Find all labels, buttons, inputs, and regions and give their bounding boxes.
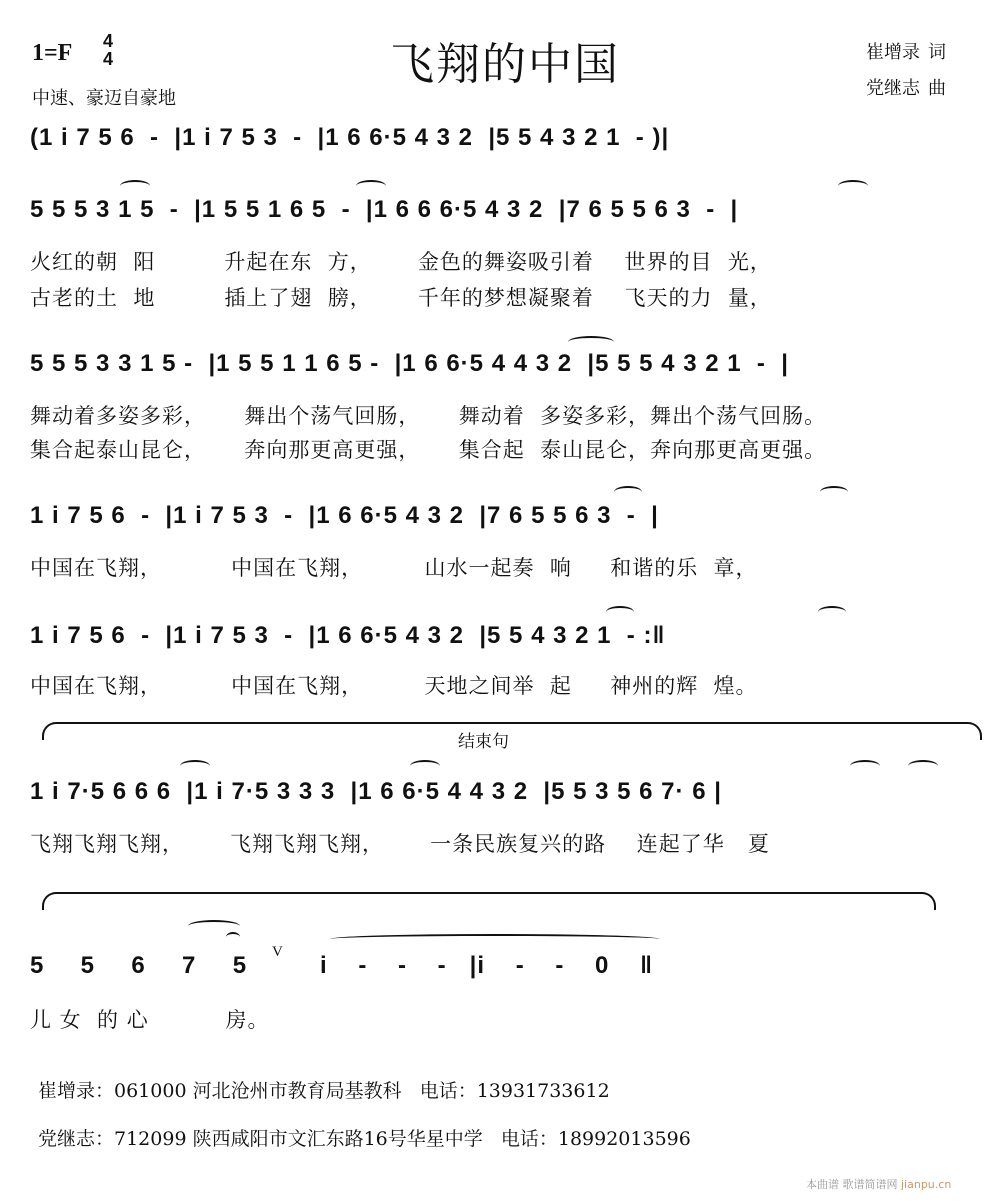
fermata-icon xyxy=(226,932,240,942)
composer-name: 党继志 xyxy=(866,78,920,99)
score-system-verse-1 xyxy=(30,196,980,236)
notation-line: 5 5 5 3 1 5 - |1 5 5 1 6 5 - |1 6 6 6·5 4 3 2 |7 6 5 5 6 3 - | xyxy=(30,196,739,223)
ending-label: 结束句 xyxy=(458,732,509,752)
score-system-ending xyxy=(30,778,980,818)
time-signature xyxy=(100,32,116,68)
page-title: 飞翔的中国 xyxy=(390,39,620,90)
lyricist-credit xyxy=(866,38,946,64)
watermark xyxy=(806,1176,951,1192)
lyric-line: 飞翔飞翔飞翔， 飞翔飞翔飞翔， 一条民族复兴的路 连起了华 夏 xyxy=(30,832,770,856)
lyricist-role: 词 xyxy=(928,42,946,63)
notation-line: 5 5 5 3 3 1 5 - |1 5 5 1 1 6 5 - |1 6 6·5 4 4 3 2 |5 5 5 4 3 2 1 - | xyxy=(30,350,789,377)
slur-mark xyxy=(818,606,846,618)
slur-mark xyxy=(188,920,240,932)
score-system-intro xyxy=(30,124,980,164)
notation-line: 1 i 7 5 6 - |1 i 7 5 3 - |1 6 6·5 4 3 2 |7 6 5 5 6 3 - | xyxy=(30,502,659,529)
slur-mark xyxy=(180,760,210,772)
slur-mark xyxy=(614,486,642,498)
slur-mark xyxy=(838,180,868,192)
slur-mark xyxy=(410,760,440,772)
score-system-final xyxy=(30,952,980,992)
contact-composer: 党继志：712099 陕西咸阳市文汇东路16号华星中学 电话：18992013596 xyxy=(38,1128,691,1150)
lyricist-name: 崔增录 xyxy=(866,42,920,63)
composer-credit xyxy=(866,74,946,100)
notation-line: (1 i 7 5 6 - |1 i 7 5 3 - |1 6 6·5 4 3 2 |5 5 4 3 2 1 - )| xyxy=(30,124,670,151)
lyric-line-verse1: 火红的朝 阳 升起在东 方， 金色的舞姿吸引着 世界的目 光， xyxy=(30,250,772,274)
lyric-line: 儿 女 的 心 房。 xyxy=(30,1008,270,1032)
time-signature-bottom: 4 xyxy=(102,49,113,69)
notation-line: 1 i 7 5 6 - |1 i 7 5 3 - |1 6 6·5 4 3 2 |5 5 4 3 2 1 - :‖ xyxy=(30,622,666,649)
lyric-line: 中国在飞翔， 中国在飞翔， 天地之间举 起 神州的辉 煌。 xyxy=(30,674,758,698)
lyric-line-verse1: 舞动着多姿多彩， 舞出个荡气回肠， 舞动着 多姿多彩，舞出个荡气回肠。 xyxy=(30,404,827,428)
lyric-line-verse2: 集合起泰山昆仑， 奔向那更高更强， 集合起 泰山昆仑，奔向那更高更强。 xyxy=(30,438,827,462)
slur-mark xyxy=(568,336,614,348)
contact-lyricist: 崔增录：061000 河北沧州市教育局基教科 电话：13931733612 xyxy=(38,1080,610,1102)
slur-mark xyxy=(820,486,848,498)
notation-line: 1 i 7·5 6 6 6 |1 i 7·5 3 3 3 |1 6 6·5 4 4 3 2 |5 5 3 5 6 7· 6 | xyxy=(30,778,722,805)
slur-mark xyxy=(120,180,150,192)
slur-mark xyxy=(356,180,386,192)
slur-mark xyxy=(606,606,634,618)
score-system-verse-2 xyxy=(30,350,980,390)
watermark-text: 本曲谱 歌谱简谱网 xyxy=(806,1178,901,1191)
notation-line-part1: 5 5 6 7 5 xyxy=(30,952,255,979)
notation-line-part2: i - - - |i - - 0 ‖ xyxy=(320,952,654,979)
watermark-site: jianpu.cn xyxy=(901,1178,952,1191)
slur-mark xyxy=(908,760,938,772)
key-signature: 1=F xyxy=(32,40,73,66)
tempo-marking: 中速、豪迈自豪地 xyxy=(32,88,176,109)
composer-role: 曲 xyxy=(928,78,946,99)
tie-mark xyxy=(330,934,660,944)
time-signature-top: 4 xyxy=(102,31,113,51)
breath-mark: V xyxy=(272,944,283,960)
slur-mark xyxy=(850,760,880,772)
score-system-chorus-2 xyxy=(30,622,980,662)
score-system-chorus-1 xyxy=(30,502,980,542)
lyric-line: 中国在飞翔， 中国在飞翔， 山水一起奏 响 和谐的乐 章， xyxy=(30,556,758,580)
lyric-line-verse2: 古老的土 地 插上了翅 膀， 千年的梦想凝聚着 飞天的力 量， xyxy=(30,286,772,310)
ending-bracket xyxy=(42,892,936,910)
ending-bracket xyxy=(42,722,982,740)
